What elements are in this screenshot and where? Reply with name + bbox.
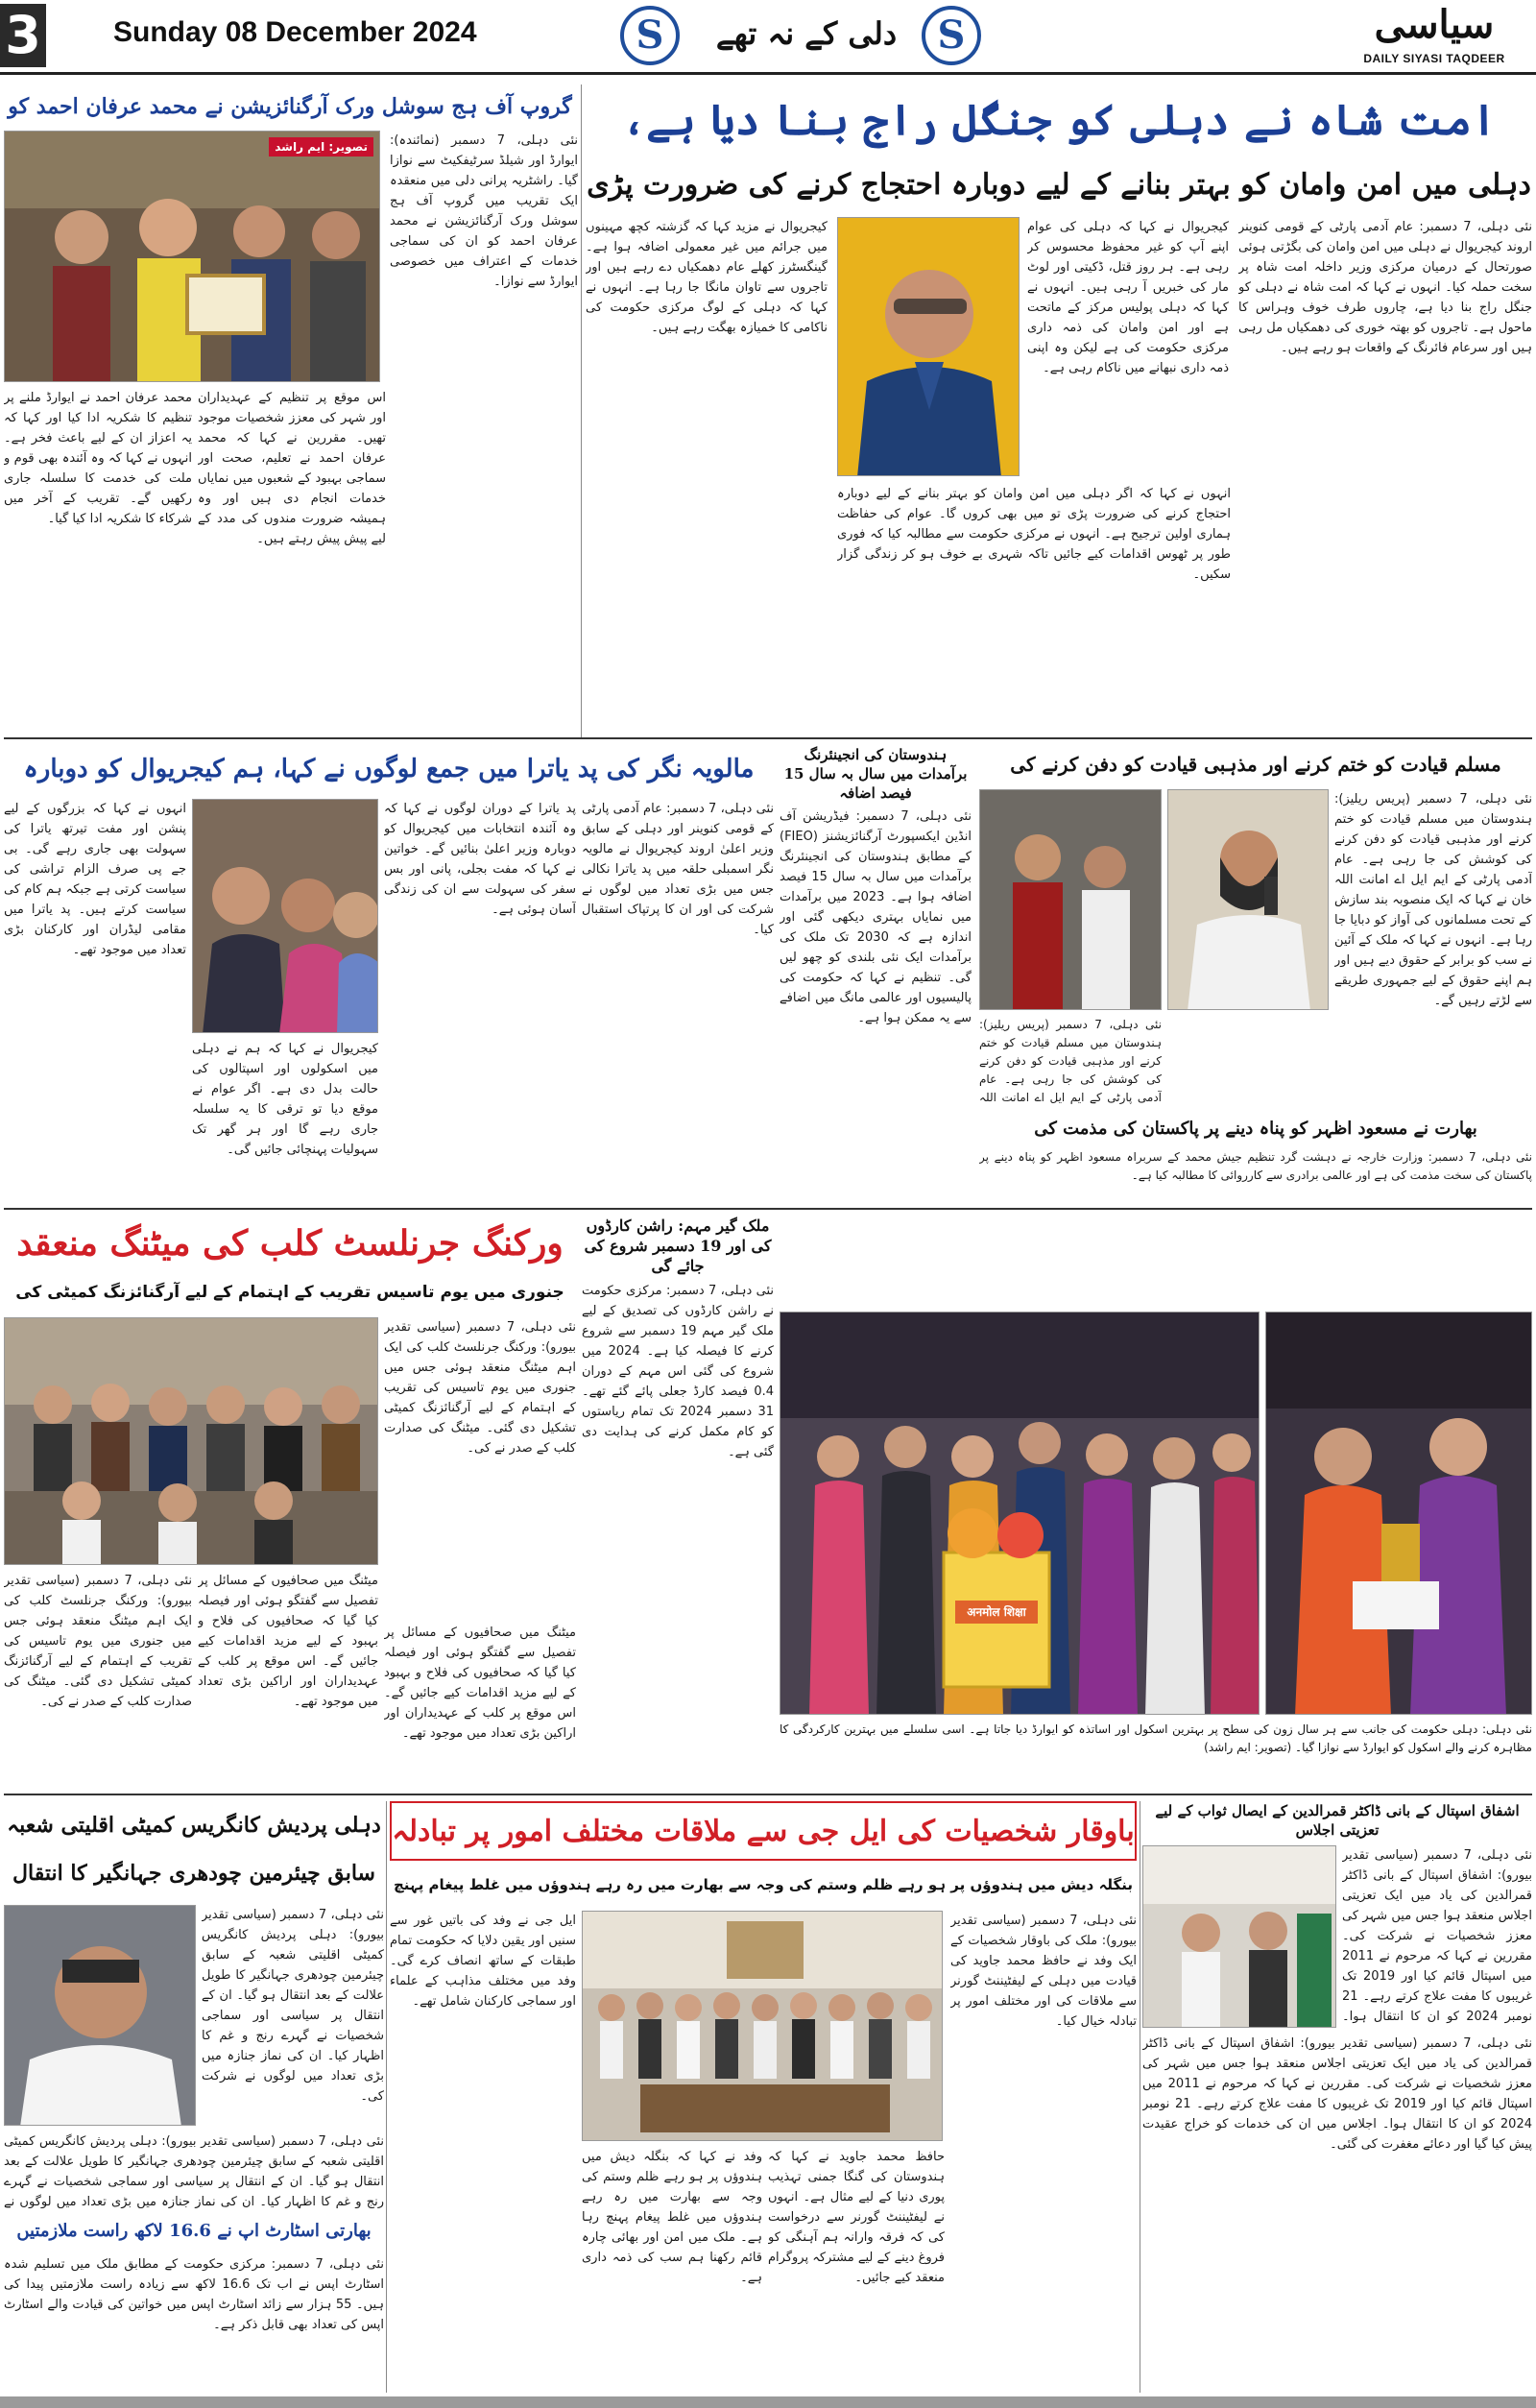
malviya-body-col-1: نئی دہلی، 7 دسمبر: عام آدمی پارٹی کے قومی کنوینر اور دہلی کے سابق وزیر اعلیٰ اروند کیجریوال نے مالویہ نگر اسمبلی حلقہ میں پد یاترا نکالی جس میں بڑی تعداد میں لوگوں نے شرکت کی اور ان کا پرتپاک استقبال کیا۔ (582, 802, 774, 937)
malviya-body-col-3: کیجریوال نے کہا کہ ہم نے دہلی میں اسکولوں اور اسپتالوں کی حالت بدل دی ہے۔ اگر عوام نے موقع دیا تو ترقی کا یہ سلسلہ جاری رہے گا اور ہر گھر تک سہولیات پہنچائی جائیں گی۔ (192, 1042, 378, 1157)
award-headline: گروپ آف ہج سوشل ورک آرگنائزیشن نے محمد عرفان احمد کو (8, 94, 572, 119)
page-number: 3 (0, 4, 46, 67)
page-footer-bar (0, 2396, 1536, 2408)
masthead (0, 0, 1536, 75)
masthead-slogan: دلی کے نہ تھے (715, 15, 898, 52)
malviya-body-col-4: انہوں نے کہا کہ بزرگوں کے لیے پنشن اور مفت تیرتھ یاترا کی سہولت بھی جاری رہے گی۔ بی جے پی صرف الزام تراشی کی سیاست کرتی ہے جبکہ ہم کام کی سیاست کرتے ہیں۔ پد یاترا میں مقامی لیڈران اور کارکنان بڑی تعداد میں موجود تھے۔ (4, 802, 186, 957)
school-award-group-art (780, 1312, 1260, 1715)
hospital-photo (1142, 1845, 1336, 2028)
amanat-listeners-photo (979, 789, 1162, 1010)
jahangir-photo-art (5, 1906, 196, 2126)
exports-headline: ہندوستان کی انجینئرنگ برآمدات میں سال بہ سال 15 فیصد اضافہ (783, 746, 968, 802)
congress-body-cont: نئی دہلی، 7 دسمبر (سیاسی تقدیر بیورو): دہلی پردیش کانگریس کمیٹی اقلیتی شعبہ کے سابق چیئرمین چودھری جہانگیر کا طویل علالت کے بعد انتقال ہو گیا۔ ان کے انتقال پر سیاسی اور سماجی شخصیات نے گہرے رنج و غم کا اظہار کیا۔ ان کی نماز جنازہ میں بڑی تعداد میں لوگوں نے (4, 2134, 384, 2208)
amanat-body: نئی دہلی، 7 دسمبر (پریس ریلیز): ہندوستان میں مسلم قیادت کو ختم کرنے اور مذہبی قیادت کو دفن کرنے کی کوشش کی جا رہی ہے۔ عام آدمی پارٹی کے ایم ایل اے امانت اللہ خان نے کہا کہ ایک منصوبہ بند سازش کے تحت مسلمانوں کی آواز کو دبایا جا رہا ہے۔ انہوں نے کہا کہ ملک کے آئین نے سب کو برابر کے حقوق دیے ہیں اور ہم اپنے حقوق کے لیے جمہوری طریقے سے لڑتے رہیں گے۔ (1334, 792, 1532, 1008)
lg-body-col-3: حافظ محمد جاوید نے کہا کہ ہندوستان کی گنگا جمنی تہذیب پوری دنیا کے لیے مثال ہے۔ انہوں نے لیفٹیننٹ گورنر سے درخواست کی کہ فرقہ وارانہ ہم آہنگی کو فروغ دینے کے لیے مشترکہ پروگرام منعقد کیے جائیں۔ (768, 2150, 945, 2285)
section-rule (4, 1794, 1532, 1795)
amanat-photo (1167, 789, 1329, 1010)
dateline: Sunday 08 December 2024 (113, 16, 477, 48)
lead-headline: امت شاہ نے دہلی کو جنگل راج بنا دیا ہے، (621, 96, 1497, 145)
lead-subhead: دہلی میں امن وامان کو بہتر بنانے کے لیے دوبارہ احتجاج کرنے کی ضرورت پڑی (587, 168, 1531, 202)
startup-headline: بھارتی اسٹارٹ اپ نے 16.6 لاکھ راست ملازمتیں (16, 2221, 372, 2241)
hospital-photo-art (1143, 1846, 1336, 2028)
award-photo-art (5, 132, 380, 382)
lead-body-col-2: کیجریوال نے کہا کہ دہلی کی عوام اپنے آپ کو غیر محفوظ محسوس کر رہی ہے۔ ہر روز قتل، ڈکیتی اور لوٹ مار کی خبریں آ رہی ہیں۔ انہوں نے کہا کہ دہلی پولیس مرکز کے ماتحت ہے اور امن وامان کی ذمہ داری مرکزی حکومت کی ہے لیکن وہ اپنی ذمہ داری نبھانے میں ناکام رہی ہے۔ (1027, 220, 1229, 375)
club-body-col-1: نئی دہلی، 7 دسمبر (سیاسی تقدیر بیورو): ورکنگ جرنلسٹ کلب کی ایک اہم میٹنگ منعقد ہوئی جس میں جنوری میں یوم تاسیس کی تقریب کے اہتمام کے لیے آرگنائزنگ کمیٹی تشکیل دی گئی۔ میٹنگ کی صدارت کلب کے صدر نے کی۔ (384, 1320, 576, 1456)
malviya-photo (192, 799, 378, 1033)
congress-body: نئی دہلی، 7 دسمبر (سیاسی تقدیر بیورو): دہلی پردیش کانگریس کمیٹی اقلیتی شعبہ کے سابق چیئرمین چودھری جہانگیر کا طویل علالت کے بعد انتقال ہو گیا۔ ان کے انتقال پر سیاسی اور سماجی شخصیات نے گہرے رنج و غم کا اظہار کیا۔ ان کی نماز جنازہ میں بڑی تعداد میں لوگوں نے شرکت کی۔ (202, 1908, 384, 2104)
hospital-body-top: نئی دہلی، 7 دسمبر (سیاسی تقدیر بیورو): اشفاق اسپتال کے بانی ڈاکٹر قمرالدین کی یاد میں ایک تعزیتی اجلاس منعقد ہوا جس میں شہر کی معزز شخصیات نے شرکت کی۔ مقررین نے کہا کہ مرحوم نے 2011 میں اسپتال قائم کیا اور 2019 تک غریبوں کا مفت علاج کرتے رہے۔ 21 نومبر 2024 کو ان کا انتقال ہوا۔ (1342, 1848, 1532, 2024)
school-award-group-photo (780, 1312, 1260, 1715)
jahangir-photo (4, 1905, 196, 2126)
award-body-col-3: محمد عرفان احمد نے ایوارڈ ملنے پر تنظیم کا شکریہ ادا کیا اور کہا کہ یہ اعزاز ان کے لیے باعث فخر ہے۔ انہوں نے کہا کہ وہ آئندہ بھی قوم و ملت کی خدمت کا سلسلہ جاری رکھیں گے۔ تقریب کے آخر میں شرکاء کا شکریہ ادا کیا گیا۔ (4, 391, 192, 526)
award-booklet-title: अनमोल शिक्षा (955, 1601, 1038, 1624)
school-award-trophy-art (1266, 1312, 1532, 1715)
club-headline: ورکنگ جرنلسٹ کلب کی میٹنگ منعقد (16, 1223, 564, 1264)
column-rule (386, 1801, 387, 2393)
lg-body-col-1: نئی دہلی، 7 دسمبر (سیاسی تقدیر بیورو): ملک کی باوقار شخصیات کے ایک وفد نے حافظ محمد جاوید کی قیادت میں دہلی کے لیفٹیننٹ گورنر سے ملاقات کی اور مختلف امور پر تبادلہ خیال کیا۔ (950, 1914, 1137, 2029)
malviya-body-col-2: پد یاترا کے دوران لوگوں نے کہا کہ وہ آئندہ انتخابات میں کیجریوال کو دوبارہ وزیر اعلیٰ بنائیں گے۔ خواتین نے کہا کہ مفت بجلی، پانی اور بس سفر کی سہولت سے ان کی زندگی آسان ہوئی ہے۔ (384, 802, 576, 917)
startup-body: نئی دہلی، 7 دسمبر: مرکزی حکومت کے مطابق ملک میں تسلیم شدہ اسٹارٹ اپس نے اب تک 16.6 لاکھ سے زیادہ راست ملازمتیں پیدا کی ہیں۔ 55 ہزار سے زائد اسٹارٹ اپس میں خواتین کی قیادت والے اسٹارٹ اپس کی تعداد بھی قابل ذکر ہے۔ (4, 2257, 384, 2332)
award-body-col-2: اس موقع پر تنظیم کے عہدیداران اور شہر کی معزز شخصیات موجود تھیں۔ مقررین نے کہا کہ محمد عرفان احمد نے تعلیم، صحت اور سماجی بہبود کے شعبوں میں نمایاں خدمات انجام دی ہیں اور وہ ہمیشہ ضرورت مندوں کی مدد کے لیے پیش پیش رہتے ہیں۔ (198, 391, 386, 546)
lg-subhead: بنگلہ دیش میں ہندوؤں پر ہو رہے ظلم وستم کی وجہ سے بھارت میں رہ رہے ہندوؤں میں غلط پیغام پہنچ (393, 1876, 1133, 1893)
congress-headline-2: سابق چیئرمین چودھری جہانگیر کا انتقال (12, 1861, 375, 1886)
club-body-col-2: میٹنگ میں صحافیوں کے مسائل پر تفصیل سے گفتگو ہوئی اور فیصلہ کیا گیا کہ صحافیوں کی فلاح و بہبود کے لیے مزید اقدامات کیے جائیں گے۔ اس موقع پر کلب کے عہدیداران اور اراکین بڑی تعداد میں موجود تھے۔ (198, 1574, 378, 1709)
amanat-listeners-art (980, 790, 1162, 1010)
lg-headline: باوقار شخصیات کی ایل جی سے ملاقات مختلف امور پر تبادلہ (390, 1801, 1137, 1861)
lead-body-col-4: کیجریوال نے مزید کہا کہ گزشتہ کچھ مہینوں میں جرائم میں غیر معمولی اضافہ ہوا ہے۔ گینگسٹرز کھلے عام دھمکیاں دے رہے ہیں اور تاجروں سے تاوان مانگا جا رہا ہے۔ انہوں نے کہا کہ دہلی کے لوگ مرکزی حکومت کی ناکامی کا خمیازہ بھگت رہے ہیں۔ (586, 220, 828, 335)
nameplate (1332, 2, 1536, 71)
logo-emblem-right: S (922, 6, 981, 65)
malviya-photo-art (193, 800, 378, 1033)
lead-body-col-3: انہوں نے کہا کہ اگر دہلی میں امن وامان کو بہتر بنانے کے لیے دوبارہ احتجاج کرنے کی ضرورت پڑی تو میں بھی کروں گا۔ عوام کی حفاظت ہماری اولین ترجیح ہے۔ انہوں نے مرکزی حکومت سے مطالبہ کیا کہ فوری طور پر ٹھوس اقدامات کیے جائیں تاکہ شہری بے خوف ہو کر زندگی گزار سکیں۔ (837, 487, 1231, 582)
kejriwal-photo-art (838, 218, 1020, 476)
hospital-headline: اشفاق اسپتال کے بانی ڈاکٹر قمرالدین کے ایصال ثواب کے لیے تعزیتی اجلاس (1155, 1802, 1520, 1839)
ration-body: نئی دہلی، 7 دسمبر: مرکزی حکومت نے راشن کارڈوں کی تصدیق کے لیے ملک گیر مہم 19 دسمبر سے شروع کرنے کا فیصلہ کیا ہے۔ 2024 میں شروع کی گئی اس مہم کے دوران 0.4 فیصد کارڈ جعلی پائے گئے تھے۔ 31 دسمبر 2024 تک تمام ریاستوں کو کام مکمل کرنے کی ہدایت دی گئی ہے۔ (582, 1284, 774, 1459)
lg-photo (582, 1911, 943, 2141)
nameplate-english: DAILY SIYASI TAQDEER (1363, 52, 1505, 65)
club-body-col-3: نئی دہلی، 7 دسمبر (سیاسی تقدیر بیورو): ورکنگ جرنلسٹ کلب کی ایک اہم میٹنگ منعقد ہوئی جس میں جنوری میں یوم تاسیس کی تقریب کے اہتمام کے لیے آرگنائزنگ کمیٹی تشکیل دی گئی۔ میٹنگ کی صدارت کلب کے صدر نے کی۔ (4, 1574, 192, 1709)
lg-photo-art (583, 1912, 943, 2141)
column-rule (581, 84, 582, 737)
club-photo (4, 1317, 378, 1565)
azhar-body: نئی دہلی، 7 دسمبر: وزارت خارجہ نے دہشت گرد تنظیم جیش محمد کے سربراہ مسعود اظہر کو پناہ دینے پر پاکستان کی سخت مذمت کی ہے اور عالمی برادری سے کارروائی کا مطالبہ کیا ہے۔ (979, 1150, 1532, 1182)
school-award-caption: نئی دہلی: دہلی حکومت کی جانب سے ہر سال زون کی سطح پر بہترین اسکول اور اساتذہ کو ایوارڈ دیا جاتا ہے۔ اسی سلسلے میں بہترین کارکردگی کا مظاہرہ کرنے والے اسکول کو ایوارڈ سے نوازا گیا۔ (تصویر: ایم راشد) (780, 1722, 1532, 1754)
section-rule (4, 737, 1532, 739)
club-body-col-4: میٹنگ میں صحافیوں کے مسائل پر تفصیل سے گفتگو ہوئی اور فیصلہ کیا گیا کہ صحافیوں کی فلاح و بہبود کے لیے مزید اقدامات کیے جائیں گے۔ اس موقع پر کلب کے عہدیداران اور اراکین بڑی تعداد میں موجود تھے۔ (384, 1625, 576, 1741)
azhar-headline: بھارت نے مسعود اظہر کو پناہ دینے پر پاکستان کی مذمت کی (1034, 1119, 1477, 1139)
amanat-headline: مسلم قیادت کو ختم کرنے اور مذہبی قیادت کو دفن کرنے کی (1010, 753, 1501, 776)
amanat-body-cont: نئی دہلی، 7 دسمبر (پریس ریلیز): ہندوستان میں مسلم قیادت کو ختم کرنے اور مذہبی قیادت کو دفن کرنے کی کوشش کی جا رہی ہے۔ عام آدمی پارٹی کے ایم ایل اے امانت اللہ (979, 1018, 1162, 1104)
award-photo-credit: تصویر: ایم راشد (269, 137, 373, 157)
lead-body-col-1: نئی دہلی، 7 دسمبر: عام آدمی پارٹی کے قومی کنوینر اروند کیجریوال نے دہلی میں امن وامان کی بگڑتی ہوئی صورتحال کے درمیان مرکزی وزیر داخلہ امت شاہ پر سخت حملہ کیا۔ انہوں نے کہا کہ امت شاہ نے دہلی کو جنگل راج بنا دیا ہے، چاروں طرف خوف وہراس کا ماحول ہے۔ تاجروں کو بھتہ خوری کی دھمکیاں مل رہی ہیں اور سرعام فائرنگ کے واقعات ہو رہے ہیں۔ (1238, 220, 1532, 355)
amanat-photo-art (1168, 790, 1329, 1010)
section-rule (4, 1208, 1532, 1210)
school-award-trophy-photo (1265, 1312, 1532, 1715)
award-photo (4, 131, 380, 382)
club-subhead: جنوری میں یوم تاسیس تقریب کے اہتمام کے لیے آرگنائزنگ کمیٹی کی (15, 1283, 564, 1302)
lg-body-col-2: وفد نے کہا کہ بنگلہ دیش میں ہندوؤں پر ہو رہے ظلم وستم کی وجہ سے بھارت میں رہ رہے ہندوؤں میں غلط پیغام پہنچ رہا ہے۔ ملک میں امن اور بھائی چارہ قائم رکھنا ہم سب کی ذمہ داری ہے۔ (582, 2150, 762, 2285)
hospital-body: نئی دہلی، 7 دسمبر (سیاسی تقدیر بیورو): اشفاق اسپتال کے بانی ڈاکٹر قمرالدین کی یاد میں ایک تعزیتی اجلاس منعقد ہوا جس میں شہر کی معزز شخصیات نے شرکت کی۔ مقررین نے کہا کہ مرحوم نے 2011 میں اسپتال قائم کیا اور 2019 تک غریبوں کا مفت علاج کرتے رہے۔ 21 نومبر 2024 کو ان کا انتقال ہوا۔ اجلاس میں ان کی خدمات کو خراج عقیدت پیش کیا گیا اور دعائے مغفرت کی گئی۔ (1142, 2036, 1532, 2152)
logo-emblem-left: S (620, 6, 680, 65)
lg-body-col-4: ایل جی نے وفد کی باتیں غور سے سنیں اور یقین دلایا کہ حکومت تمام طبقات کے ساتھ انصاف کرے گی۔ وفد میں مختلف مذاہب کے علماء اور سماجی کارکنان شامل تھے۔ (390, 1914, 576, 2009)
malviya-headline: مالویہ نگر کی پد یاترا میں جمع لوگوں نے کہا، ہم کیجریوال کو دوبارہ (23, 755, 755, 783)
club-photo-art (5, 1318, 378, 1565)
award-body-col-1: نئی دہلی، 7 دسمبر (نمائندہ): ایوارڈ اور شیلڈ سرٹیفکیٹ سے نوازا گیا۔ راشٹریہ پرانی دلی میں منعقدہ ایک تقریب میں گروپ آف ہج سوشل ورک آرگنائزیشن نے محمد عرفان احمد کو ان کی سماجی خدمات کے اعتراف میں خصوصی ایوارڈ سے نوازا۔ (390, 133, 578, 289)
kejriwal-photo (837, 217, 1020, 476)
congress-headline-1: دہلی پردیش کانگریس کمیٹی اقلیتی شعبہ (7, 1813, 381, 1838)
nameplate-urdu: سیاسی (1374, 2, 1495, 47)
ration-headline: ملک گیر مہم: راشن کارڈوں کی اور 19 دسمبر شروع کی جائے گی (584, 1216, 772, 1275)
exports-body: نئی دہلی، 7 دسمبر: فیڈریشن آف انڈین ایکسپورٹ آرگنائزیشنز (FIEO) کے مطابق ہندوستان کی انجینئرنگ برآمدات میں سال بہ سال 15 فیصد اضافہ ہوا ہے۔ 2023 میں برآمدات میں نمایاں بہتری دیکھی گئی اور اندازہ ہے کہ 2030 تک ملک کی برآمدات ایک نئی بلندی کو چھو لیں گی۔ تنظیم نے کہا کہ حکومت کی پالیسیوں اور عالمی مانگ میں اضافے سے یہ ممکن ہوا ہے۔ (780, 809, 972, 1025)
